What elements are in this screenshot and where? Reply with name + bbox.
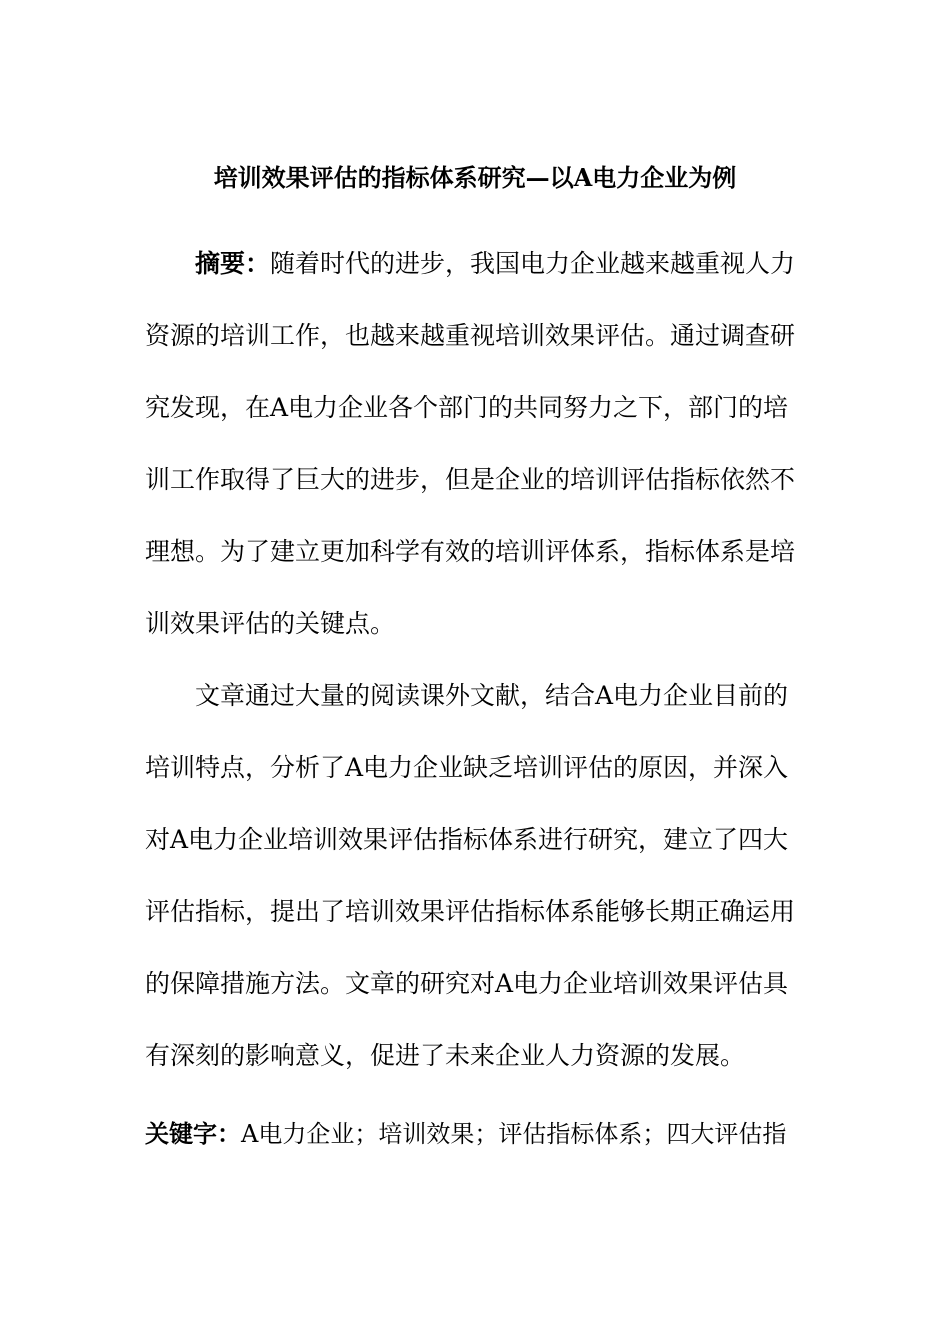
paragraph2-line-6: 有深刻的影响意义，促进了未来企业人力资源的发展。 xyxy=(145,1041,746,1070)
paragraph2-line-1: 文章通过大量的阅读课外文献，结合A电力企业目前的 xyxy=(195,681,789,710)
keywords-text: A电力企业；培训效果；评估指标体系；四大评估指 xyxy=(241,1120,787,1148)
keywords-line xyxy=(145,1116,810,1152)
paragraph2-line-2: 培训特点，分析了A电力企业缺乏培训评估的原因，并深入 xyxy=(145,753,789,782)
paragraph2-line-5: 的保障措施方法。文章的研究对A电力企业培训效果评估具 xyxy=(145,969,789,998)
keywords-label: 关键字： xyxy=(145,1119,241,1148)
document-title: 培训效果评估的指标体系研究—以A电力企业为例 xyxy=(213,163,737,192)
paragraph2-line-4: 评估指标，提出了培训效果评估指标体系能够长期正确运用 xyxy=(145,897,796,926)
abstract-line-1 xyxy=(195,246,810,282)
paragraph2-line-3: 对A电力企业培训效果评估指标体系进行研究，建立了四大 xyxy=(145,825,789,854)
abstract-text: 随着时代的进步，我国电力企业越来越重视人力 xyxy=(270,249,796,278)
abstract-line-2: 资源的培训工作，也越来越重视培训效果评估。通过调查研 xyxy=(145,321,796,350)
abstract-line-6: 训效果评估的关键点。 xyxy=(145,609,396,638)
abstract-line-4: 训工作取得了巨大的进步，但是企业的培训评估指标依然不 xyxy=(145,465,796,494)
abstract-line-5: 理想。为了建立更加科学有效的培训评体系，指标体系是培 xyxy=(145,537,796,566)
abstract-line-3: 究发现，在A电力企业各个部门的共同努力之下，部门的培 xyxy=(145,393,789,422)
abstract-label: 摘要： xyxy=(195,249,271,278)
